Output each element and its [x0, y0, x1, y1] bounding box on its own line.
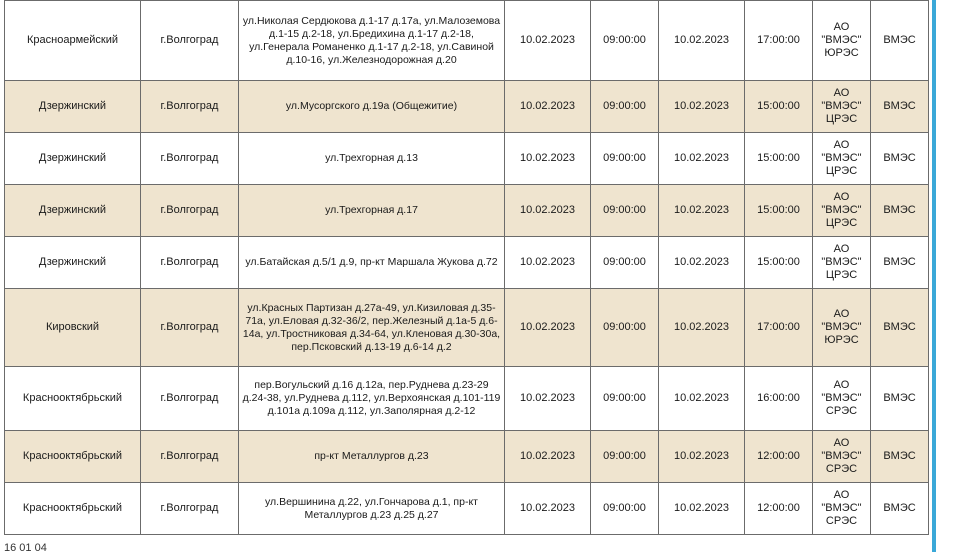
table-row: [5, 185, 929, 237]
organization-line: "ВМЭС": [821, 502, 862, 514]
organization-line: АО: [833, 87, 850, 99]
organization-line: АО: [833, 243, 850, 255]
end-date-cell: 10.02.2023: [659, 185, 745, 237]
address-cell: ул.Трехгорная д.17: [239, 185, 505, 237]
start-time-cell: 09:00:00: [591, 1, 659, 81]
organization-line: АО: [833, 21, 850, 33]
organization-line: "ВМЭС": [821, 152, 862, 164]
address-cell: ул.Мусоргского д.19а (Общежитие): [239, 81, 505, 133]
end-date-cell: 10.02.2023: [659, 81, 745, 133]
city-cell: г.Волгоград: [141, 81, 239, 133]
organization-line: АО: [833, 139, 850, 151]
organization-line: "ВМЭС": [821, 450, 862, 462]
district-cell: Краснооктябрьский: [5, 483, 141, 535]
city-cell: г.Волгоград: [141, 237, 239, 289]
end-time-cell: 16:00:00: [745, 367, 813, 431]
start-date-cell: 10.02.2023: [505, 431, 591, 483]
organization-cell: [813, 483, 871, 535]
end-time-cell: 17:00:00: [745, 1, 813, 81]
organization-line: СРЭС: [825, 405, 858, 417]
outage-table-body: [5, 1, 929, 535]
end-time-cell: 17:00:00: [745, 289, 813, 367]
start-time-cell: 09:00:00: [591, 185, 659, 237]
network-cell: ВМЭС: [871, 483, 929, 535]
district-cell: Кировский: [5, 289, 141, 367]
organization-line: "ВМЭС": [821, 204, 862, 216]
organization-line: АО: [833, 308, 850, 320]
address-cell: ул.Трехгорная д.13: [239, 133, 505, 185]
start-date-cell: 10.02.2023: [505, 133, 591, 185]
organization-line: СРЭС: [825, 463, 858, 475]
district-cell: Дзержинский: [5, 81, 141, 133]
outage-table: [4, 0, 929, 535]
start-time-cell: 09:00:00: [591, 237, 659, 289]
address-cell: ул.Вершинина д.22, ул.Гончарова д.1, пр-кт Металлургов д.23 д.25 д.27: [239, 483, 505, 535]
district-cell: Дзержинский: [5, 185, 141, 237]
address-cell: ул.Батайская д.5/1 д.9, пр-кт Маршала Жукова д.72: [239, 237, 505, 289]
end-time-cell: 15:00:00: [745, 81, 813, 133]
end-date-cell: 10.02.2023: [659, 367, 745, 431]
organization-line: ЦРЭС: [825, 113, 858, 125]
organization-line: "ВМЭС": [821, 321, 862, 333]
organization-line: "ВМЭС": [821, 100, 862, 112]
district-cell: Дзержинский: [5, 237, 141, 289]
organization-cell: [813, 431, 871, 483]
city-cell: г.Волгоград: [141, 185, 239, 237]
start-date-cell: 10.02.2023: [505, 237, 591, 289]
table-row: [5, 289, 929, 367]
organization-cell: [813, 1, 871, 81]
table-row: [5, 237, 929, 289]
start-date-cell: 10.02.2023: [505, 483, 591, 535]
start-time-cell: 09:00:00: [591, 81, 659, 133]
start-date-cell: 10.02.2023: [505, 1, 591, 81]
start-date-cell: 10.02.2023: [505, 81, 591, 133]
table-row: [5, 133, 929, 185]
district-cell: Краснооктябрьский: [5, 431, 141, 483]
district-cell: Краснооктябрьский: [5, 367, 141, 431]
organization-cell: [813, 289, 871, 367]
start-time-cell: 09:00:00: [591, 367, 659, 431]
end-time-cell: 15:00:00: [745, 185, 813, 237]
organization-cell: [813, 237, 871, 289]
organization-cell: [813, 133, 871, 185]
page-edge-stripe: [932, 0, 960, 552]
end-date-cell: 10.02.2023: [659, 237, 745, 289]
organization-cell: [813, 367, 871, 431]
city-cell: г.Волгоград: [141, 483, 239, 535]
organization-line: АО: [833, 379, 850, 391]
network-cell: ВМЭС: [871, 185, 929, 237]
organization-line: "ВМЭС": [821, 256, 862, 268]
city-cell: г.Волгоград: [141, 289, 239, 367]
table-row: [5, 367, 929, 431]
network-cell: ВМЭС: [871, 237, 929, 289]
organization-cell: [813, 81, 871, 133]
organization-line: АО: [833, 437, 850, 449]
city-cell: г.Волгоград: [141, 431, 239, 483]
address-cell: пр-кт Металлургов д.23: [239, 431, 505, 483]
organization-line: СРЭС: [825, 515, 858, 527]
table-row: [5, 431, 929, 483]
end-time-cell: 15:00:00: [745, 237, 813, 289]
city-cell: г.Волгоград: [141, 133, 239, 185]
start-date-cell: 10.02.2023: [505, 185, 591, 237]
organization-line: АО: [833, 489, 850, 501]
start-time-cell: 09:00:00: [591, 289, 659, 367]
end-date-cell: 10.02.2023: [659, 289, 745, 367]
district-cell: Красноармейский: [5, 1, 141, 81]
table-row: [5, 81, 929, 133]
start-time-cell: 09:00:00: [591, 133, 659, 185]
city-cell: г.Волгоград: [141, 1, 239, 81]
table-row: [5, 483, 929, 535]
end-date-cell: 10.02.2023: [659, 1, 745, 81]
end-time-cell: 12:00:00: [745, 431, 813, 483]
network-cell: ВМЭС: [871, 1, 929, 81]
organization-line: ЮРЭС: [824, 334, 859, 346]
organization-line: ЮРЭС: [824, 47, 859, 59]
organization-line: ЦРЭС: [825, 165, 858, 177]
start-time-cell: 09:00:00: [591, 431, 659, 483]
start-date-cell: 10.02.2023: [505, 367, 591, 431]
end-time-cell: 15:00:00: [745, 133, 813, 185]
organization-line: ЦРЭС: [825, 217, 858, 229]
table-row: [5, 1, 929, 81]
end-date-cell: 10.02.2023: [659, 483, 745, 535]
district-cell: Дзержинский: [5, 133, 141, 185]
start-time-cell: 09:00:00: [591, 483, 659, 535]
address-cell: пер.Вогульский д.16 д.12а, пер.Руднева д.23-29 д.24-38, ул.Руднева д.112, ул.Верхоянская д.101-119 д.101а д.109а д.112, ул.Заполярная д.2-12: [239, 367, 505, 431]
network-cell: ВМЭС: [871, 367, 929, 431]
address-cell: ул.Красных Партизан д.27а-49, ул.Кизиловая д.35-71а, ул.Еловая д.32-36/2, пер.Железный д.1а-5 д.6-14а, ул.Тростниковая д.34-64, ул.Кленовая д.30-30а, пер.Псковский д.13-19 д.6-14 д.2: [239, 289, 505, 367]
organization-cell: [813, 185, 871, 237]
end-date-cell: 10.02.2023: [659, 133, 745, 185]
start-date-cell: 10.02.2023: [505, 289, 591, 367]
address-cell: ул.Николая Сердюкова д.1-17 д.17а, ул.Малоземова д.1-15 д.2-18, ул.Бредихина д.1-17 д.2-18, ул.Генерала Романенко д.1-17 д.2-18, ул.Савиной д.10-16, ул.Железнодорожная д.20: [239, 1, 505, 81]
end-time-cell: 12:00:00: [745, 483, 813, 535]
footer-text: 16 01 04: [4, 542, 47, 552]
end-date-cell: 10.02.2023: [659, 431, 745, 483]
organization-line: "ВМЭС": [821, 34, 862, 46]
network-cell: ВМЭС: [871, 431, 929, 483]
network-cell: ВМЭС: [871, 133, 929, 185]
network-cell: ВМЭС: [871, 289, 929, 367]
organization-line: "ВМЭС": [821, 392, 862, 404]
city-cell: г.Волгоград: [141, 367, 239, 431]
network-cell: ВМЭС: [871, 81, 929, 133]
organization-line: АО: [833, 191, 850, 203]
organization-line: ЦРЭС: [825, 269, 858, 281]
